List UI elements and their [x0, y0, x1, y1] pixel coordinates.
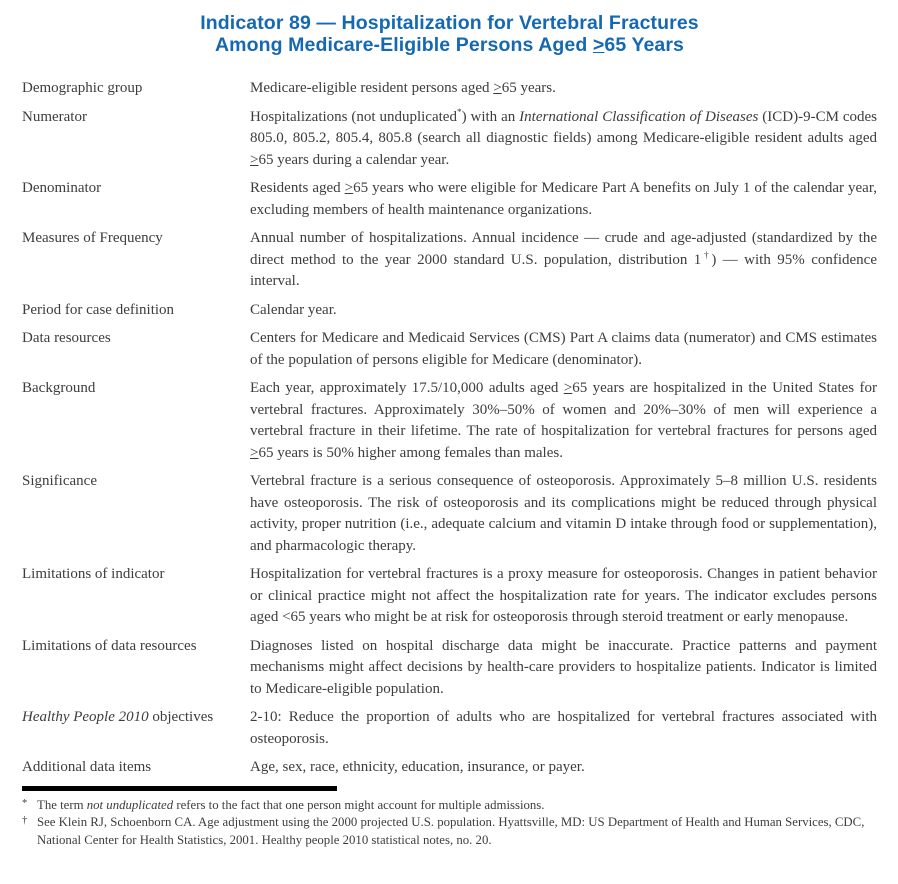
- page-title-line2: Among Medicare-Eligible Persons Aged >65 Years: [215, 34, 684, 56]
- row-value: Centers for Medicare and Medicaid Services (CMS) Part A claims data (numerator) and CMS estimates of the population of persons eligible for Medicare (denominator).: [250, 330, 877, 368]
- definition-table: [22, 78, 877, 779]
- table-row: [22, 328, 877, 371]
- row-label: Healthy People 2010 objectives: [22, 709, 214, 725]
- footnotes: [22, 797, 877, 850]
- row-label: Period for case definition: [22, 301, 175, 318]
- row-value: Each year, approximately 17.5/10,000 adults aged >65 years are hospitalized in the United States for vertebral fractures. Approximately 30%–50% of women and 20%–30% of men will experience a vertebral fracture in their lifetime. The rate of hospitalization for vertebral fractures for persons aged >65 years is 50% higher among females than males.: [250, 380, 878, 461]
- row-label: Additional data items: [22, 759, 152, 775]
- row-value: Hospitalization for vertebral fractures is a proxy measure for osteoporosis. Changes in patient behavior or clinical practice might not affect the hospitalization rate for years. The indicator excludes persons aged <65 years who might be at risk for osteoporosis through steroid treatment or early menopause.: [250, 566, 877, 625]
- row-label: Limitations of indicator: [22, 566, 165, 582]
- row-value: Hospitalizations (not unduplicated*) with an International Classification of Diseases (ICD)-9-CM codes 805.0, 805.2, 805.4, 805.8 (search all diagnostic fields) among Medicare-eligible resident adults aged >65 years during a calendar year.: [250, 107, 878, 168]
- row-value: 2-10: Reduce the proportion of adults who are hospitalized for vertebral fractures associated with osteoporosis.: [250, 709, 877, 747]
- row-label: Data resources: [22, 330, 111, 346]
- page-title: [22, 12, 877, 56]
- table-row: [22, 300, 877, 322]
- row-value: Diagnoses listed on hospital discharge data might be inaccurate. Practice patterns and payment mechanisms might affect decisions by health-care providers to hospitalize patients. Indicator is limited to Medicare-eligible population.: [250, 637, 877, 697]
- row-label: Significance: [22, 473, 97, 489]
- row-label: Limitations of data resources: [22, 637, 197, 654]
- table-row: [22, 228, 877, 293]
- footnote-marker: †: [22, 815, 28, 826]
- row-value: Age, sex, race, ethnicity, education, insurance, or payer.: [250, 759, 585, 775]
- row-label: Measures of Frequency: [22, 230, 163, 246]
- table-row: [22, 378, 877, 464]
- footnote-marker: *: [22, 797, 28, 809]
- page-title-line1: Indicator 89 — Hospitalization for Vertebral Fractures: [200, 12, 699, 34]
- row-value: Medicare-eligible resident persons aged >65 years.: [250, 80, 556, 96]
- table-row: [22, 178, 877, 221]
- greater-equal-symbol: >: [250, 444, 259, 461]
- row-label: Demographic group: [22, 80, 143, 96]
- row-value: Calendar year.: [250, 301, 337, 318]
- table-row: [22, 107, 877, 172]
- footnote-text: The term not unduplicated refers to the fact that one person might account for multiple admissions.: [37, 797, 545, 812]
- greater-equal-symbol: >: [250, 151, 259, 168]
- row-label: Denominator: [22, 180, 102, 196]
- footnote: [22, 797, 877, 815]
- footnote-text: See Klein RJ, Schoenborn CA. Age adjustment using the 2000 projected U.S. population. Hyattsville, MD: US Department of Health and Human Services, CDC, National Center for Health Statistics, 2001. Healthy people 2010 statistical notes, no. 20.: [37, 815, 865, 847]
- greater-equal-symbol: >: [493, 80, 502, 96]
- row-label: Background: [22, 380, 96, 396]
- greater-equal-symbol: >: [344, 180, 354, 196]
- row-value: Residents aged >65 years who were eligible for Medicare Part A benefits on July 1 of the calendar year, excluding members of health maintenance organizations.: [250, 180, 877, 218]
- greater-equal-symbol: >: [563, 380, 573, 396]
- table-row: [22, 707, 877, 750]
- row-value: Vertebral fracture is a serious consequence of osteoporosis. Approximately 5–8 million U.S. residents have osteoporosis. The risk of osteoporosis and its complications might be reduced through physical activity, proper nutrition (i.e., adequate calcium and vitamin D intake through food or supplementation), and pharmacologic therapy.: [250, 473, 877, 554]
- table-row: [22, 636, 877, 701]
- footnote: [22, 814, 877, 849]
- section-divider-rule: [22, 786, 337, 791]
- table-row: [22, 78, 877, 100]
- table-row: [22, 757, 877, 779]
- greater-equal-symbol: >: [592, 34, 605, 56]
- table-row: [22, 564, 877, 629]
- row-value: Annual number of hospitalizations. Annual incidence — crude and age-adjusted (standardized by the direct method to the year 2000 standard U.S. population, distribution 1†) — with 95% confidence interval.: [250, 230, 877, 289]
- row-label: Numerator: [22, 108, 87, 125]
- table-row: [22, 471, 877, 557]
